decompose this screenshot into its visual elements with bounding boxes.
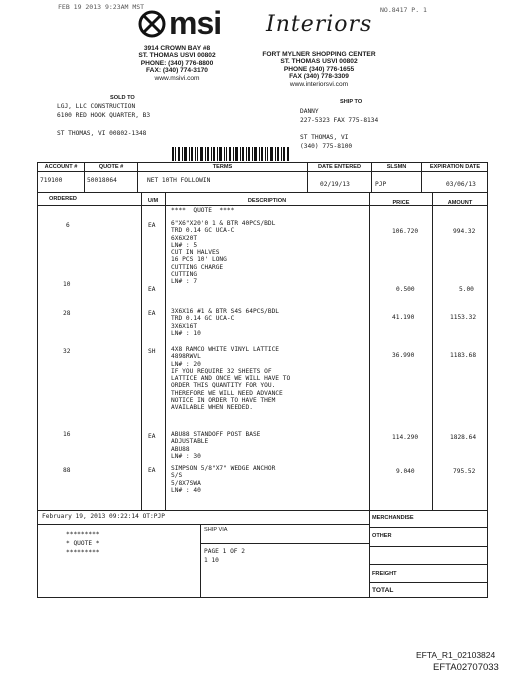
interiors-address1: FORT MYLNER SHOPPING CENTER <box>262 51 376 58</box>
item-ordered: 16 <box>63 431 71 438</box>
col-description: DESCRIPTION <box>247 198 287 204</box>
ship-to-line1: DANNY <box>300 108 319 115</box>
item-price: 106.720 <box>392 228 419 235</box>
ship-to-line2: 227-5323 FAX 775-8134 <box>300 117 379 124</box>
ship-to-label: SHIP TO <box>340 99 363 105</box>
item-price: 36.990 <box>392 352 415 359</box>
quote-banner: **** QUOTE **** <box>171 207 235 214</box>
page-sub: 1 10 <box>204 557 219 564</box>
sold-to-line2: 6100 RED HOOK QUARTER, B3 <box>57 112 151 119</box>
bates-stamp-1: EFTA_R1_02103824 <box>416 650 496 660</box>
page-count: PAGE 1 OF 2 <box>204 548 245 555</box>
interiors-address2: ST. THOMAS USVI 00802 <box>280 58 358 66</box>
msi-address1: 3914 CROWN BAY #8 <box>143 45 211 52</box>
msi-web: www.msivi.com <box>154 74 200 82</box>
msi-phone: PHONE: (340) 776-8800 <box>140 59 214 67</box>
terms-label: TERMS <box>212 164 233 170</box>
slsmn-label: SLSMN <box>386 164 407 170</box>
account-value: 719100 <box>40 177 63 184</box>
col-amount: AMOUNT <box>447 200 473 206</box>
item-description: ABU88 STANDOFF POST BASE ADJUSTABLE ABU88 LN# : 30 <box>171 431 261 460</box>
item-price: 9.040 <box>396 468 415 475</box>
item-description: SIMPSON 5/8"X7" WEDGE ANCHOR S/S 5/8X7SWA LN# : 40 <box>171 465 276 494</box>
col-ordered: ORDERED <box>49 196 77 202</box>
freight-label: FREIGHT <box>372 571 397 577</box>
item-um: EA <box>148 467 156 474</box>
item-um: SH <box>148 348 156 355</box>
quote-value: 50018064 <box>87 177 117 184</box>
expiration-date-value: 03/06/13 <box>446 181 476 188</box>
interiors-web: www.interiorsvi.com <box>289 80 349 88</box>
footer-stars-top: ********* <box>66 531 100 538</box>
sold-to-line3: ST THOMAS, VI 00802-1348 <box>57 130 147 137</box>
col-um: U/M <box>147 198 159 204</box>
item-price: 0.500 <box>396 286 415 293</box>
item-price: 41.190 <box>392 314 415 321</box>
footer-timestamp: February 19, 2013 09:22:14 OT:PJP <box>42 513 165 520</box>
interiors-logo-text: Interiors <box>266 12 373 37</box>
item-um: EA <box>148 310 156 317</box>
interiors-phone: PHONE (340) 776-1655 <box>283 65 355 73</box>
quote-label: QUOTE # <box>98 164 124 170</box>
terms-value: NET 10TH FOLLOWIN <box>147 177 211 184</box>
item-description: 3X6X16 #1 & BTR S4S 64PCS/BDL TRD 0.14 GC UCA-C 3X6X16T LN# : 10 <box>171 308 280 337</box>
item-ordered: 10 <box>63 281 71 288</box>
item-amount: 5.00 <box>459 286 474 293</box>
item-amount: 1153.32 <box>450 314 477 321</box>
footer-quote: * QUOTE * <box>66 540 100 547</box>
date-entered-label: DATE ENTERED <box>317 164 362 170</box>
sold-to-line1: LGJ, LLC CONSTRUCTION <box>57 103 136 110</box>
bates-stamp-2: EFTA02707033 <box>433 662 499 673</box>
item-um: EA <box>148 286 156 293</box>
fax-header-left: FEB 19 2013 9:23AM MST <box>58 3 145 11</box>
item-ordered: 88 <box>63 467 71 474</box>
col-price: PRICE <box>392 200 410 206</box>
interiors-address-block <box>246 51 392 88</box>
other-label: OTHER <box>372 533 392 539</box>
date-entered-value: 02/19/13 <box>320 181 350 188</box>
item-amount: 1183.68 <box>450 352 477 359</box>
item-um: EA <box>148 433 156 440</box>
item-amount: 994.32 <box>453 228 476 235</box>
slsmn-value: PJP <box>375 181 387 188</box>
msi-logo-text: msi <box>169 5 222 41</box>
fax-header-right: NO.8417 P. 1 <box>380 6 427 14</box>
item-um: EA <box>148 222 156 229</box>
item-description: 4X8 RAMCO WHITE VINYL LATTICE 4898RWVL LN# : 20 IF YOU REQUIRE 32 SHEETS OF LATTICE AND ONCE WE WILL HAVE TO ORDER THIS QUANTITY FOR YOU. THEREFORE WE WILL NEED ADVANCE NOTICE IN ORDER TO HAVE THEM AVAILABLE WHEN NEEDED. <box>171 346 291 412</box>
interiors-fax: FAX (340) 778-3309 <box>289 73 349 81</box>
ship-to-line3: ST THOMAS, VI <box>300 134 349 141</box>
msi-logo-icon <box>138 10 166 38</box>
item-ordered: 28 <box>63 310 71 317</box>
footer-stars-bottom: ********* <box>66 549 100 556</box>
item-ordered: 32 <box>63 348 71 355</box>
item-ordered: 6 <box>66 222 70 229</box>
account-label: ACCOUNT # <box>44 164 78 170</box>
merchandise-label: MERCHANDISE <box>372 515 414 521</box>
item-price: 114.290 <box>392 434 419 441</box>
item-amount: 1828.64 <box>450 434 477 441</box>
ship-via-label: SHIP VIA <box>204 527 228 533</box>
sold-to-label: SOLD TO <box>110 95 135 101</box>
item-description: 6"X6"X20'0 1 & BTR 40PCS/BDL TRD 0.14 GC UCA-C 6X6X20T LN# : 5 CUT IN HALVES 16 PCS 10' LONG CUTTING CHARGE CUTTING LN# : 7 <box>171 220 276 286</box>
ship-to-line4: (340) 775-8100 <box>300 143 353 150</box>
msi-address-block <box>112 45 242 82</box>
expiration-date-label: EXPIRATION DATE <box>429 164 481 170</box>
total-label: TOTAL <box>372 587 394 594</box>
item-amount: 795.52 <box>453 468 476 475</box>
msi-address2: ST. THOMAS USVI 00802 <box>138 52 216 60</box>
msi-fax: FAX: (340) 774-3170 <box>146 67 208 75</box>
